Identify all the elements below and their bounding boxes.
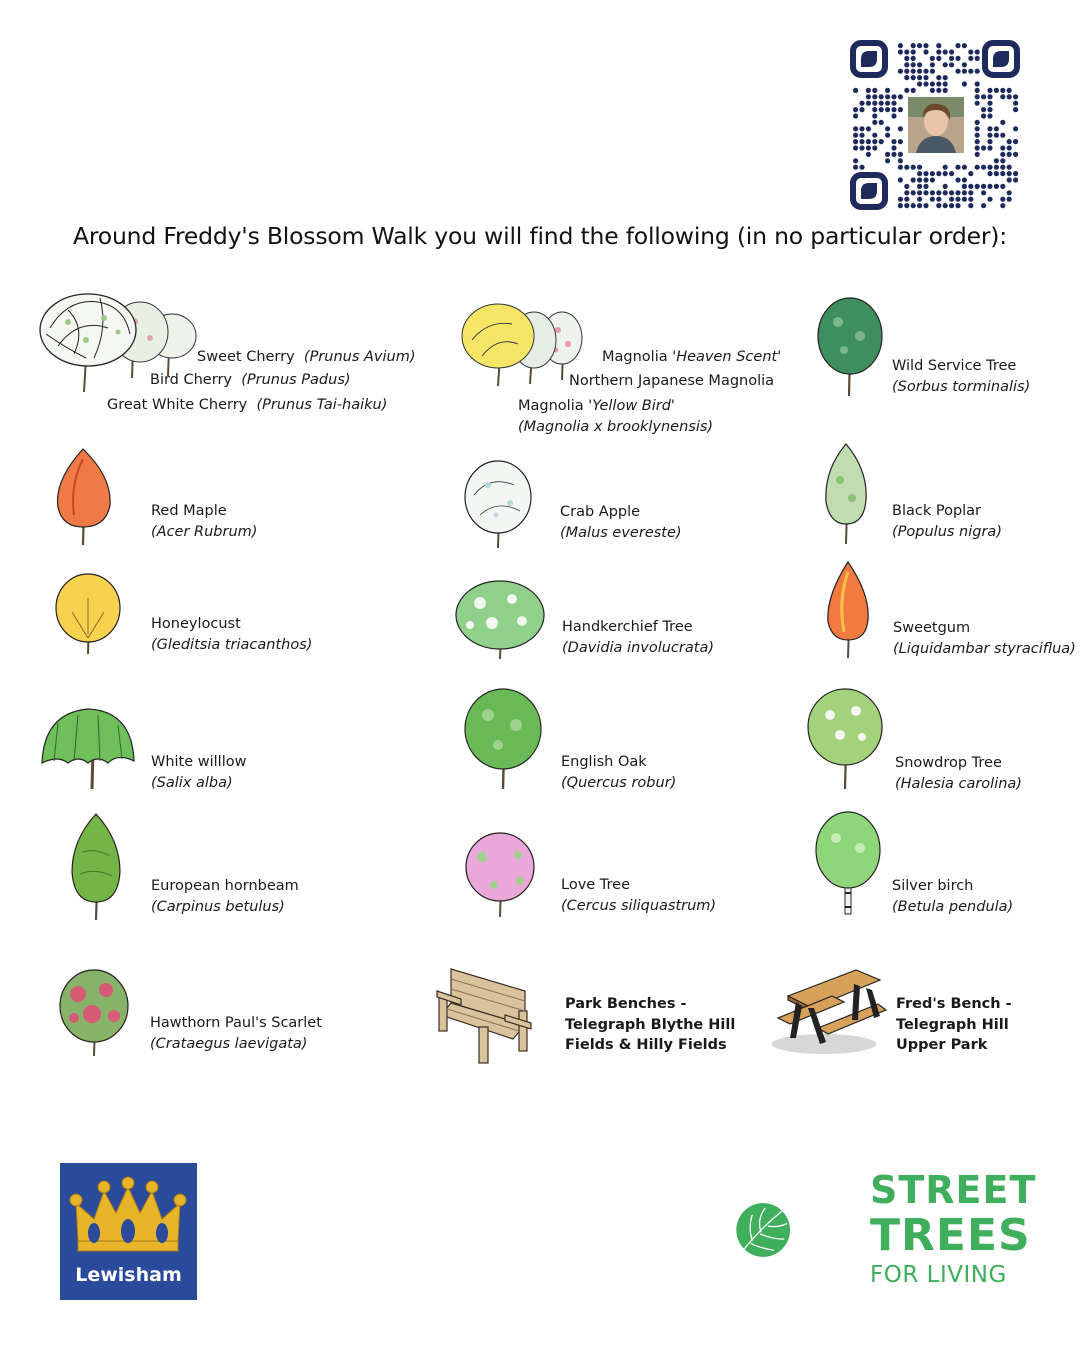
tree-label [150, 1013, 322, 1054]
tree-name: Red Maple [151, 503, 227, 519]
lewisham-wordmark: Lewisham [75, 1264, 182, 1286]
stft-line-trees: TREES [870, 1210, 1031, 1261]
tree-latin: (Sorbus torminalis) [892, 378, 1031, 395]
tree-label [561, 875, 716, 916]
cherry-label-sweet [197, 347, 416, 367]
stft-line-for-living: FOR LIVING [870, 1262, 1007, 1288]
bench-label [565, 994, 735, 1056]
tree-label [895, 753, 1022, 794]
tree-latin: (Liquidambar styraciflua) [893, 640, 1076, 657]
magnolia-name: Northern Japanese Magnolia [569, 373, 775, 389]
honeylocust-illustration [52, 568, 124, 656]
tree-name: European hornbeam [151, 878, 299, 894]
magnolia-name: Magnolia [602, 349, 668, 365]
tree-label [151, 614, 312, 655]
bench-line: Park Benches - [565, 996, 687, 1012]
tree-label [151, 876, 299, 917]
cherry-label-great-white [107, 395, 387, 415]
street-trees-leaf-icon [735, 1165, 865, 1295]
tree-latin: (Halesia carolina) [895, 775, 1022, 792]
tree-latin: (Malus evereste) [560, 524, 682, 541]
silver-birch-illustration [812, 808, 884, 916]
tree-name: Love Tree [561, 877, 631, 893]
picnic-bench-illustration [768, 962, 886, 1058]
tree-name: Black Poplar [892, 503, 982, 519]
tree-name: English Oak [561, 754, 647, 770]
handkerchief-tree-illustration [452, 575, 548, 661]
crab-apple-illustration [460, 455, 536, 550]
tree-latin: (Carpinus betulus) [151, 898, 285, 915]
wild-service-tree-illustration [812, 292, 888, 398]
tree-name: Wild Service Tree [892, 358, 1017, 374]
cherry-name: Great White Cherry [107, 397, 248, 413]
magnolia-latin: 'Heaven Scent' [672, 349, 782, 365]
bench-label [896, 994, 1012, 1056]
tree-latin: (Betula pendula) [892, 898, 1014, 915]
tree-label [893, 618, 1076, 659]
tree-name: Crab Apple [560, 504, 641, 520]
bench-line: Telegraph Hill [896, 1016, 1009, 1033]
tree-latin: (Salix alba) [151, 774, 233, 791]
cherry-latin: (Prunus Avium) [303, 349, 416, 365]
magnolia-trees-illustration [458, 300, 586, 388]
magnolia-label-yellow-bird [518, 396, 675, 416]
tree-label [892, 356, 1030, 397]
tree-label [562, 617, 714, 658]
bench-line: Fred's Bench - [896, 996, 1012, 1012]
red-maple-illustration [50, 445, 116, 547]
love-tree-illustration [462, 825, 538, 919]
black-poplar-illustration [818, 440, 874, 546]
magnolia-label-heaven-scent [602, 347, 781, 367]
tree-label [892, 501, 1002, 542]
cherry-latin: (Prunus Tai-haiku) [256, 397, 388, 413]
snowdrop-tree-illustration [804, 685, 886, 791]
cherry-label-bird [150, 370, 351, 390]
cherry-name: Sweet Cherry [197, 349, 295, 365]
tree-label [151, 501, 257, 542]
magnolia-label-brooklynensis [518, 417, 713, 437]
tree-name: Honeylocust [151, 616, 241, 632]
magnolia-latin: (Magnolia x brooklynensis) [518, 419, 714, 435]
bench-line: Fields & Hilly Fields [565, 1037, 727, 1053]
english-oak-illustration [460, 685, 546, 791]
tree-latin: (Quercus robur) [561, 774, 677, 791]
tree-label [151, 752, 246, 793]
park-bench-illustration [435, 965, 537, 1065]
tree-name: Hawthorn Paul's Scarlet [150, 1015, 322, 1031]
magnolia-latin: 'Yellow Bird' [588, 398, 675, 414]
european-hornbeam-illustration [68, 812, 124, 922]
tree-latin: (Gleditsia triacanthos) [151, 636, 313, 653]
white-willow-illustration [38, 703, 138, 791]
stft-line-street: STREET [870, 1168, 1037, 1212]
tree-latin: (Acer Rubrum) [151, 523, 258, 540]
bench-line: Upper Park [896, 1037, 988, 1053]
page-heading: Around Freddy's Blossom Walk you will find the following (in no particular order): [72, 222, 1007, 250]
qr-code[interactable] [850, 40, 1020, 210]
magnolia-name: Magnolia [518, 398, 584, 414]
tree-name: White willlow [151, 754, 247, 770]
hawthorn-illustration [56, 960, 132, 1058]
tree-latin: (Davidia involucrata) [562, 639, 714, 656]
cherry-name: Bird Cherry [150, 372, 232, 388]
bench-line: Telegraph Blythe Hill [565, 1016, 736, 1033]
tree-name: Snowdrop Tree [895, 755, 1002, 771]
tree-latin: (Cercus siliquastrum) [561, 897, 717, 914]
tree-latin: (Crataegus laevigata) [150, 1035, 308, 1052]
magnolia-label-northern-japanese [569, 371, 774, 391]
tree-label [561, 752, 676, 793]
tree-label [892, 876, 1013, 917]
cherry-latin: (Prunus Padus) [241, 372, 351, 388]
tree-latin: (Populus nigra) [892, 523, 1002, 540]
tree-label [560, 502, 682, 543]
tree-name: Sweetgum [893, 620, 971, 636]
sweetgum-illustration [822, 560, 874, 660]
tree-name: Handkerchief Tree [562, 619, 693, 635]
tree-name: Silver birch [892, 878, 974, 894]
